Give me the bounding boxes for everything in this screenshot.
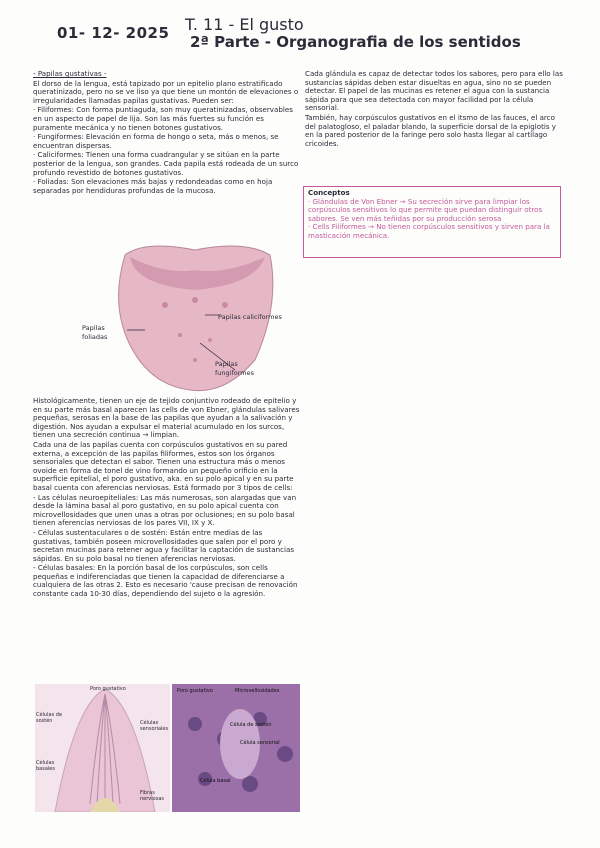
- histo-label: Células de sostén: [36, 712, 63, 724]
- concept-item: · Glándulas de Von Ebner → Su secreción sirve para limpiar los corpúsculos sensitivos lo que permite que puedan distinguir otros sabores. Se ven más teñidas por su producción serosa: [308, 196, 543, 223]
- left-column: [33, 70, 301, 196]
- label-foliadas: Papilas foliadas: [82, 324, 108, 341]
- paragraph: También, hay corpúsculos gustativos en el itsmo de las fauces, el arco del palatogloso, el paladar blando, la superficie dorsal de la epiglotis y en la pared posterior de la faringe pero solo hasta llegar al cartílago cricoides.: [305, 112, 556, 148]
- histo-label: Célula sensorial: [240, 740, 280, 746]
- label-fungiformes: Papilas fungiformes: [215, 360, 254, 377]
- histo-label: Poro gustativo: [90, 686, 126, 692]
- paragraph: - Células basales: En la porción basal de los corpúsculos, son cells pequeñas e indiferenciadas que tienen la capacidad de diferenciarse a cualquiera de las otras 2. Esto es necesario 'cause precisan de renovación constante cada 10-30 días, dependiendo del sujeto o la agresión.: [33, 563, 298, 599]
- paragraph: Cada una de las papilas cuenta con corpúsculos gustativos en su pared externa, a excepción de las papilas filiformes, estos son los órganos sensoriales que detectan el sabor. Tienen una estructura más o menos ovoide en forma de tonel de vino formando un pequeño orificio en la superficie epitelial, el poro gustativo, aka. en su polo apical y en su parte basal cuenta con aferencias nerviosas. Está formado por 3 tipos de cells:: [33, 439, 294, 492]
- label-caliciformes: Papilas caliciformes: [218, 313, 282, 321]
- histo-label: Fibras nerviosas: [140, 790, 164, 802]
- histo-label: Poro gustativo: [177, 688, 213, 694]
- concept-item: · Cells Filiformes → No tienen corpúsculos sensitivos y sirven para la masticación mecánica.: [308, 222, 550, 240]
- paragraph: - Las células neuroepiteliales: Las más numerosas, son alargadas que van desde la lámina basal al poro gustativo, en su polo apical cuenta con microvellosidades que unen unas a otras por oclusiones; en su polo basal tienen aferencias nerviosas de los pares VII, IX y X.: [33, 492, 297, 528]
- paragraph: - Células sustentaculares o de sostén: Están entre medias de las gustativas, también poseen microvellosidades que salen por el poro y secretan mucinas para retener agua y facilitar la captación de sustancias sápidas. En su polo basal no tienen aferencias nerviosas.: [33, 527, 295, 563]
- concepts-title: Conceptos: [308, 188, 350, 197]
- histo-label: Microvellosidades: [235, 688, 280, 694]
- paragraph: · Foliadas: Son elevaciones más bajas y redondeadas como en hoja separadas por hendiduras profundas de la mucosa.: [33, 177, 273, 195]
- paragraph: Cada glándula es capaz de detectar todos los sabores, pero para ello las sustancias sápidas deben estar disueltas en agua, sino no se pueden detectar. El papel de las mucinas es retener el agua con la sustancia sápida para que sea detectada con mayor facilidad por la célula sensorial.: [305, 69, 563, 113]
- histo-label: Células sensoriales: [140, 720, 169, 732]
- histo-label: Célula basal: [200, 778, 231, 784]
- page-subtitle: 2ª Parte - Organografia de los sentidos: [190, 33, 521, 51]
- paragraph: · Fungiformes: Elevación en forma de hongo o seta, más o menos, se encuentran dispersas.: [33, 132, 279, 150]
- lower-text: [33, 397, 301, 600]
- paragraph: Histológicamente, tienen un eje de tejido conjuntivo rodeado de epitelio y en su parte más basal aparecen las cells de von Ebner, glándulas salivares pequeñas, serosas en la base de las papilas que ayudan a la salivación y digestión. Nos ayudan a expulsar el material acumulado en los surcos, tienen una secreción continua → limpian.: [33, 396, 300, 440]
- date: 01- 12- 2025: [57, 24, 170, 42]
- paragraph: · Caliciformes: Tienen una forma cuadrangular y se sitúan en la parte posterior de la lengua, son grandes. Cada papila está rodeada de un surco profundo revestido de botones gustativos.: [33, 150, 299, 177]
- section-heading: - Papilas gustativas -: [33, 69, 107, 78]
- right-column: [305, 70, 567, 149]
- histo-label: Células basales: [36, 760, 55, 772]
- histo-label: Célula de sostén: [230, 722, 272, 728]
- concepts-box: [303, 186, 561, 258]
- paragraph: El dorso de la lengua, está tapizado por un epitelio plano estratificado queratinizado, pero no se ve liso ya que tiene un montón de elevaciones o irregularidades llamadas papilas gustativas. Pueden ser:: [33, 78, 299, 105]
- paragraph: · Filiformes: Con forma puntiaguda, son muy queratinizadas, observables en un aspecto de papel de lija. Son las más fuertes su función es puramente mecánica y no tienen botones gustativos.: [33, 105, 293, 132]
- page-title: T. 11 - El gusto: [185, 15, 304, 34]
